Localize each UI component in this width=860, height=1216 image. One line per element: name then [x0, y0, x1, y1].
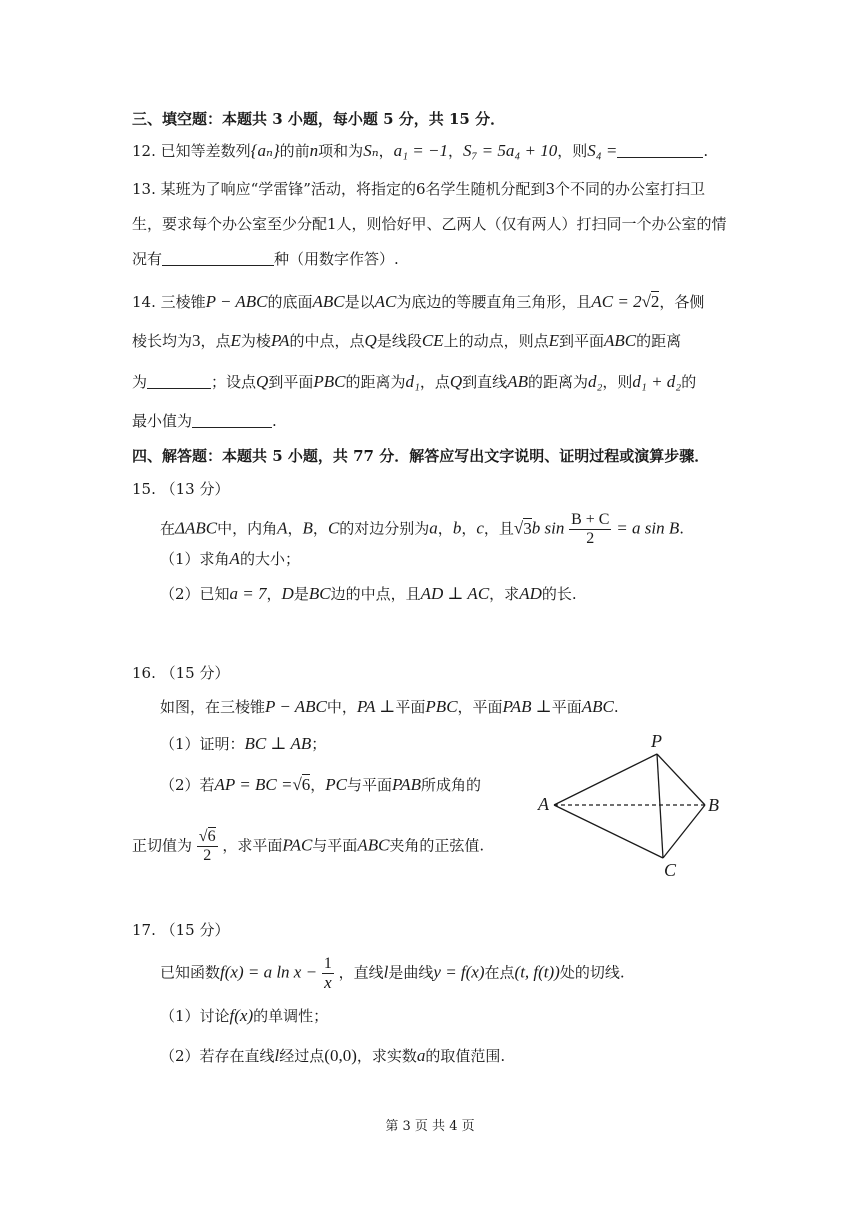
q15-math: ΔABC — [175, 518, 218, 538]
q17-line-1 — [160, 955, 625, 992]
q12-text: ，则 — [557, 142, 588, 160]
q15-text: ， — [461, 519, 477, 538]
q15-text: 的长. — [541, 585, 577, 603]
q14-math: ABC — [312, 292, 345, 311]
q14-math: d₁ + d₂ — [632, 372, 682, 391]
q17-math: f(x) = a ln x − — [220, 962, 318, 982]
q17-text: 的单调性； — [253, 1007, 329, 1025]
q14-text: 为底边的等腰直角三角形，且 — [396, 293, 592, 311]
q14-text: 到平面 — [268, 373, 314, 391]
q16-text: ，平面 — [457, 698, 503, 716]
q15-text: 是 — [293, 585, 309, 603]
q17-part-2 — [160, 1046, 505, 1066]
q14-text: ，点 — [200, 332, 231, 350]
q16-math: PAB ⊥ — [502, 697, 552, 716]
q17-header: 17. （15 分） — [132, 921, 230, 939]
q16-math: PAB — [392, 775, 422, 794]
q17-math: y = f(x) — [433, 962, 485, 982]
q14-math: PBC — [313, 372, 346, 391]
q17-text: 经过点 — [279, 1047, 325, 1065]
q14-text: 棱长均为 — [132, 332, 193, 350]
q16-text: 正切值为 — [132, 836, 193, 855]
q14-math: AC — [374, 292, 397, 311]
q15-text: ， — [312, 519, 328, 538]
q14-line-3 — [132, 372, 696, 392]
q16-math: 6 — [207, 828, 216, 845]
q17-math: l — [383, 962, 389, 982]
q17-math: (0,0) — [324, 1046, 357, 1065]
q17-math: l — [274, 1046, 280, 1065]
q15-part-1 — [160, 549, 300, 569]
q14-text: 为棱 — [240, 332, 271, 350]
q16-part-1 — [160, 734, 326, 754]
fraction-denominator: 2 — [203, 847, 212, 864]
q15-text: ， — [287, 519, 303, 538]
q14-math: Q — [256, 372, 269, 391]
q15-text: （1）求角 — [160, 550, 230, 568]
q17-math: (t, f(t)) — [514, 962, 560, 982]
q14-text: 的距离为 — [527, 373, 588, 391]
sqrt-sign: √ — [513, 518, 524, 538]
q15-text: 的对边分别为 — [339, 519, 430, 538]
q16-math: PAC — [282, 835, 313, 855]
q14-text: 到直线 — [462, 373, 508, 391]
q16-part-2 — [160, 775, 481, 795]
q16-text: 平面 — [395, 698, 426, 716]
q12-math: S₄ = — [587, 141, 618, 160]
q14-math: Q — [364, 331, 377, 350]
q17-text: 处的切线. — [559, 963, 625, 982]
q12-text: ， — [447, 142, 463, 160]
q12-text: 项和为 — [318, 142, 364, 160]
fraction-numerator — [197, 828, 218, 847]
answer-blank — [617, 142, 703, 158]
q12-math: S₇ = 5a₄ + 10 — [462, 141, 558, 160]
q16-math: AP = BC = — [214, 775, 293, 794]
q15-math: b — [452, 518, 462, 538]
q17-text: （2）若存在直线 — [160, 1047, 275, 1065]
q15-math: c — [476, 518, 484, 538]
q15-math: a — [429, 518, 438, 538]
q16-math: PBC — [425, 697, 458, 716]
q14-text: . — [272, 412, 277, 430]
q14-line-4 — [132, 411, 277, 431]
vertex-label-b: B — [708, 795, 719, 815]
q15-math: A — [229, 549, 240, 568]
q17-text: ，求实数 — [356, 1047, 417, 1065]
q17-part-1 — [160, 1006, 328, 1026]
q15-math: AD ⊥ AC — [420, 584, 490, 603]
q16-text: 与平面 — [312, 836, 358, 855]
edge-pa — [554, 754, 657, 805]
sqrt-sign: √ — [198, 828, 208, 845]
q16-header: 16. （15 分） — [132, 664, 230, 682]
q16-part-2-cont — [132, 828, 484, 865]
q16-text: （1）证明： — [160, 735, 245, 753]
q15-text: 在 — [160, 519, 176, 538]
q16-fraction — [197, 828, 218, 865]
q15-math: AD — [519, 584, 542, 603]
q16-math: PC — [325, 775, 348, 794]
section3-heading: 三、填空题：本题共 3 小题，每小题 5 分，共 15 分． — [132, 110, 506, 128]
q15-text: ，求 — [489, 585, 520, 603]
q14-text: 上的动点，则点 — [443, 332, 549, 350]
q16-math: ABC — [357, 835, 390, 855]
q14-math: E — [230, 331, 241, 350]
q17-text: 已知函数 — [160, 963, 221, 982]
vertex-label-p: P — [651, 731, 662, 751]
q14-text: 14. 三棱锥 — [132, 293, 206, 311]
q12-math: Sₙ — [363, 141, 379, 160]
q15-header: 15. （13 分） — [132, 480, 230, 498]
q17-text: 的取值范围. — [425, 1047, 506, 1065]
q16-math: ABC — [581, 697, 614, 716]
answer-blank — [147, 373, 211, 389]
q14-text: 最小值为 — [132, 412, 193, 430]
q14-math: Q — [449, 372, 463, 391]
answer-blank — [192, 412, 272, 428]
q17-fraction — [322, 955, 334, 992]
q17-text: 在点 — [484, 963, 515, 982]
q15-text: 中，内角 — [217, 519, 278, 538]
q16-math: 6 — [301, 775, 311, 794]
q15-math: B — [302, 518, 313, 538]
q14-math: AC = 2 — [591, 292, 642, 311]
q14-text: ；设点 — [211, 373, 257, 391]
q14-line-1 — [132, 292, 704, 312]
q15-text: ，且 — [483, 519, 514, 538]
pyramid-figure — [530, 730, 730, 880]
q15-text: 的大小； — [239, 550, 300, 568]
q12-text: . — [703, 142, 709, 160]
q15-math: a = 7 — [229, 584, 267, 603]
q14-math: CE — [421, 331, 444, 350]
q12-text: ， — [378, 142, 394, 160]
q15-text: ， — [437, 519, 453, 538]
q14-text: 的中点，点 — [289, 332, 365, 350]
q14-math: P − ABC — [205, 292, 268, 311]
vertex-label-c: C — [664, 860, 677, 880]
q16-text: . — [613, 698, 619, 716]
q16-text: 平面 — [551, 698, 582, 716]
q12-number: 12. — [132, 142, 156, 160]
q16-text: 与平面 — [347, 776, 393, 794]
q13-line-2: 生，要求每个办公室至少分配1人，则恰好甲、乙两人（仅有两人）打扫同一个办公室的情 — [132, 215, 727, 233]
q12-sequence: {aₙ} — [250, 141, 280, 160]
q15-math: BC — [308, 584, 331, 603]
q14-text: 为 — [132, 373, 148, 391]
q13-line-1: 13. 某班为了响应“学雷锋”活动，将指定的6名学生随机分配到3个不同的办公室打扫卫 — [132, 180, 706, 198]
q14-math: E — [548, 331, 559, 350]
q16-text: ， — [310, 776, 326, 794]
q16-math: BC ⊥ AB — [244, 734, 312, 753]
fraction-numerator: 1 — [323, 955, 332, 972]
q16-math: PA ⊥ — [356, 697, 396, 716]
q15-math: = a sin B — [616, 518, 680, 538]
q14-text: 是以 — [344, 293, 375, 311]
q14-math: d₁ — [405, 372, 420, 391]
q12-text: 已知等差数列 — [160, 142, 251, 160]
question-12 — [132, 141, 708, 161]
q16-text: 所成角的 — [421, 776, 482, 794]
q14-text: 的底面 — [267, 293, 313, 311]
q14-text: 的距离 — [636, 332, 682, 350]
q16-text: ，求平面 — [222, 836, 283, 855]
q14-math: PA — [270, 331, 290, 350]
q15-math: D — [281, 584, 294, 603]
q15-text: 边的中点，且 — [330, 585, 421, 603]
fraction-denominator: x — [324, 973, 332, 992]
q14-text: ，点 — [419, 373, 450, 391]
edge-bc — [663, 805, 705, 858]
q13-line-3 — [132, 249, 399, 269]
q16-line-1 — [160, 697, 619, 717]
q14-text: ，各侧 — [659, 293, 705, 311]
q14-math: ABC — [603, 331, 637, 350]
q17-text: 是曲线 — [388, 963, 434, 982]
q14-text: 的 — [681, 373, 697, 391]
q17-text: ，直线 — [338, 963, 384, 982]
q15-math: A — [277, 518, 288, 538]
q15-part-2 — [160, 584, 577, 604]
edge-pc — [657, 754, 663, 858]
q14-math: 2 — [650, 292, 660, 311]
q14-line-2 — [132, 331, 681, 351]
q15-line-1 — [160, 511, 684, 548]
fraction-numerator: B + C — [571, 511, 610, 528]
sqrt-sign: √ — [641, 292, 651, 311]
edge-ac — [554, 805, 663, 858]
q13-text: 种（用数字作答）. — [274, 250, 399, 268]
q16-text: （2）若 — [160, 776, 215, 794]
q14-text: 到平面 — [558, 332, 604, 350]
edge-pb — [657, 754, 705, 805]
section4-heading: 四、解答题：本题共 5 小题，共 77 分．解答应写出文字说明、证明过程或演算步骤． — [132, 447, 710, 465]
vertex-label-a: A — [538, 794, 549, 814]
q17-text: （1）讨论 — [160, 1007, 230, 1025]
q17-math: a — [416, 1046, 426, 1065]
page-footer: 第 3 页 共 4 页 — [385, 1119, 475, 1134]
q14-math: d₂ — [587, 372, 603, 391]
q16-text: ； — [311, 735, 327, 753]
q15-text: . — [679, 519, 684, 538]
q14-math: 3 — [192, 331, 201, 350]
sqrt-sign: √ — [292, 775, 302, 794]
q15-math: 3 — [523, 518, 532, 538]
fraction-denominator: 2 — [586, 530, 595, 547]
q17-math: f(x) — [229, 1006, 254, 1025]
q12-math: n — [309, 141, 319, 160]
q16-text: 如图，在三棱锥 — [160, 698, 266, 716]
answer-blank — [162, 250, 274, 266]
q16-text: 夹角的正弦值. — [389, 836, 485, 855]
q15-text: （2）已知 — [160, 585, 230, 603]
q15-text: ， — [266, 585, 282, 603]
q12-text: 的前 — [279, 142, 310, 160]
q15-math: b sin — [531, 518, 565, 538]
q16-math: P − ABC — [265, 697, 327, 716]
q15-math: C — [327, 518, 340, 538]
q13-text: 况有 — [132, 250, 163, 268]
q14-text: 的距离为 — [345, 373, 406, 391]
q16-text: 中， — [326, 698, 357, 716]
q14-text: ，则 — [602, 373, 633, 391]
q12-math: a₁ = −1 — [393, 141, 448, 160]
q14-text: 是线段 — [376, 332, 422, 350]
q15-fraction — [569, 511, 611, 548]
q14-math: AB — [507, 372, 528, 391]
